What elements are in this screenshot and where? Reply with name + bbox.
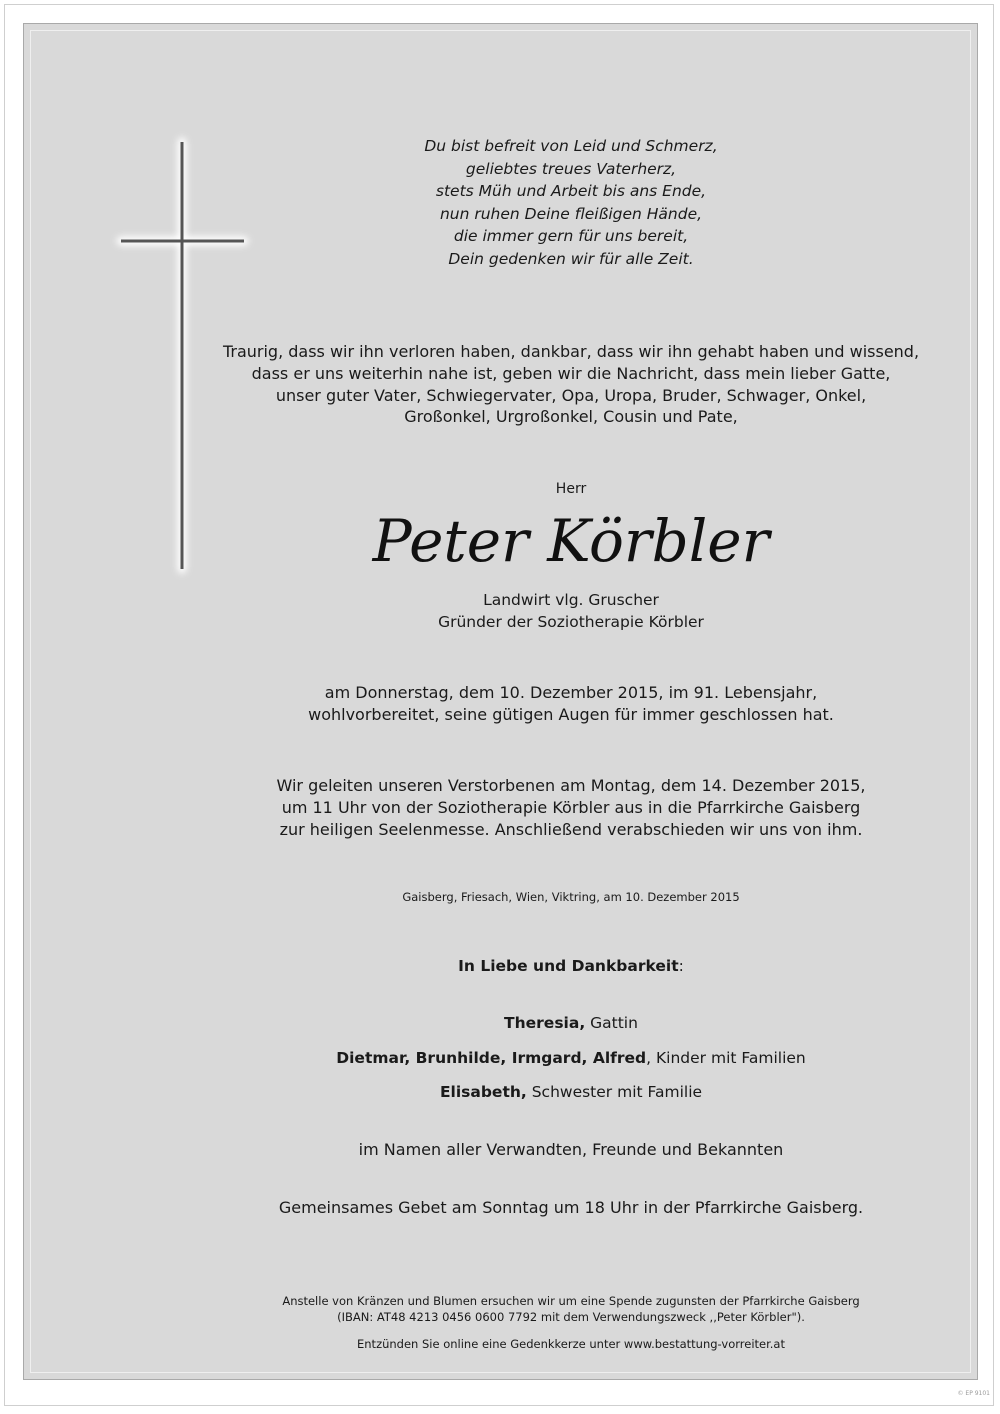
candle-notice: Entzünden Sie online eine Gedenkkerze unter www.bestattung-vorreiter.at	[357, 1337, 785, 1351]
relative-names: Elisabeth,	[439, 1083, 527, 1101]
relative-relation: Gattin	[585, 1014, 638, 1032]
donation-line: (IBAN: AT48 4213 0456 0600 7792 mit dem Verwendungszweck ,,Peter Körbler").	[337, 1310, 805, 1324]
occupation-line: Gründer der Soziotherapie Körbler	[438, 613, 704, 631]
funeral-line: um 11 Uhr von der Soziotherapie Körbler aus in die Pfarrkirche Gaisberg	[281, 797, 861, 817]
in-love-colon: :	[678, 957, 684, 975]
occupation-line: Landwirt vlg. Gruscher	[483, 591, 659, 609]
on-behalf-line: im Namen aller Verwandten, Freunde und Bekannten	[358, 1140, 784, 1159]
copyright-mark: © EP 9101	[957, 1390, 990, 1397]
poem-line: geliebtes treues Vaterherz,	[465, 159, 677, 178]
funeral-info	[160, 775, 982, 840]
relative-relation: , Kinder mit Familien	[646, 1049, 806, 1067]
donation-line: Anstelle von Kränzen und Blumen ersuchen wir um eine Spende zugunsten der Pfarrkirche Gaisberg	[282, 1294, 860, 1308]
poem-line: stets Müh und Arbeit bis ans Ende,	[435, 182, 707, 201]
funeral-line: zur heiligen Seelenmesse. Anschließend verabschieden wir uns von ihm.	[279, 819, 863, 839]
funeral-line: Wir geleiten unseren Verstorbenen am Montag, dem 14. Dezember 2015,	[276, 776, 866, 795]
intro-line: dass er uns weiterhin nahe ist, geben wir die Nachricht, dass mein lieber Gatte,	[251, 363, 891, 383]
poem-line: die immer gern für uns bereit,	[453, 227, 689, 246]
intro-line: Großonkel, Urgroßonkel, Cousin und Pate,	[404, 407, 738, 427]
relative-entry	[160, 1012, 982, 1034]
relative-names: Dietmar, Brunhilde, Irmgard, Alfred	[336, 1049, 647, 1067]
relative-names: Theresia,	[504, 1014, 586, 1032]
salutation: Herr	[555, 481, 587, 497]
place-date: Gaisberg, Friesach, Wien, Viktring, am 10. Dezember 2015	[402, 890, 740, 904]
relative-entry	[160, 1081, 982, 1103]
in-love-label: In Liebe und Dankbarkeit	[458, 957, 679, 975]
occupation	[160, 589, 982, 633]
deceased-name: Peter Körbler	[372, 507, 770, 575]
poem-line: Du bist befreit von Leid und Schmerz,	[424, 137, 718, 155]
prayer-notice: Gemeinsames Gebet am Sonntag um 18 Uhr in der Pfarrkirche Gaisberg.	[278, 1198, 864, 1217]
poem-line: Dein gedenken wir für alle Zeit.	[448, 249, 694, 268]
in-love-heading	[160, 955, 982, 977]
relative-entry	[160, 1047, 982, 1069]
death-notice	[160, 682, 982, 726]
poem-line: nun ruhen Deine fleißigen Hände,	[439, 204, 703, 223]
intro-line: Traurig, dass wir ihn verloren haben, dankbar, dass wir ihn gehabt haben und wissend,	[222, 342, 920, 361]
relative-relation: Schwester mit Familie	[526, 1083, 703, 1101]
death-notice-line: wohlvorbereitet, seine gütigen Augen für immer geschlossen hat.	[308, 704, 834, 724]
intro-paragraph	[160, 341, 982, 428]
intro-line: unser guter Vater, Schwiegervater, Opa, Uropa, Bruder, Schwager, Onkel,	[275, 385, 867, 405]
donation-notice	[160, 1293, 982, 1325]
death-notice-line: am Donnerstag, dem 10. Dezember 2015, im 91. Lebensjahr,	[324, 683, 818, 702]
poem	[160, 135, 982, 271]
